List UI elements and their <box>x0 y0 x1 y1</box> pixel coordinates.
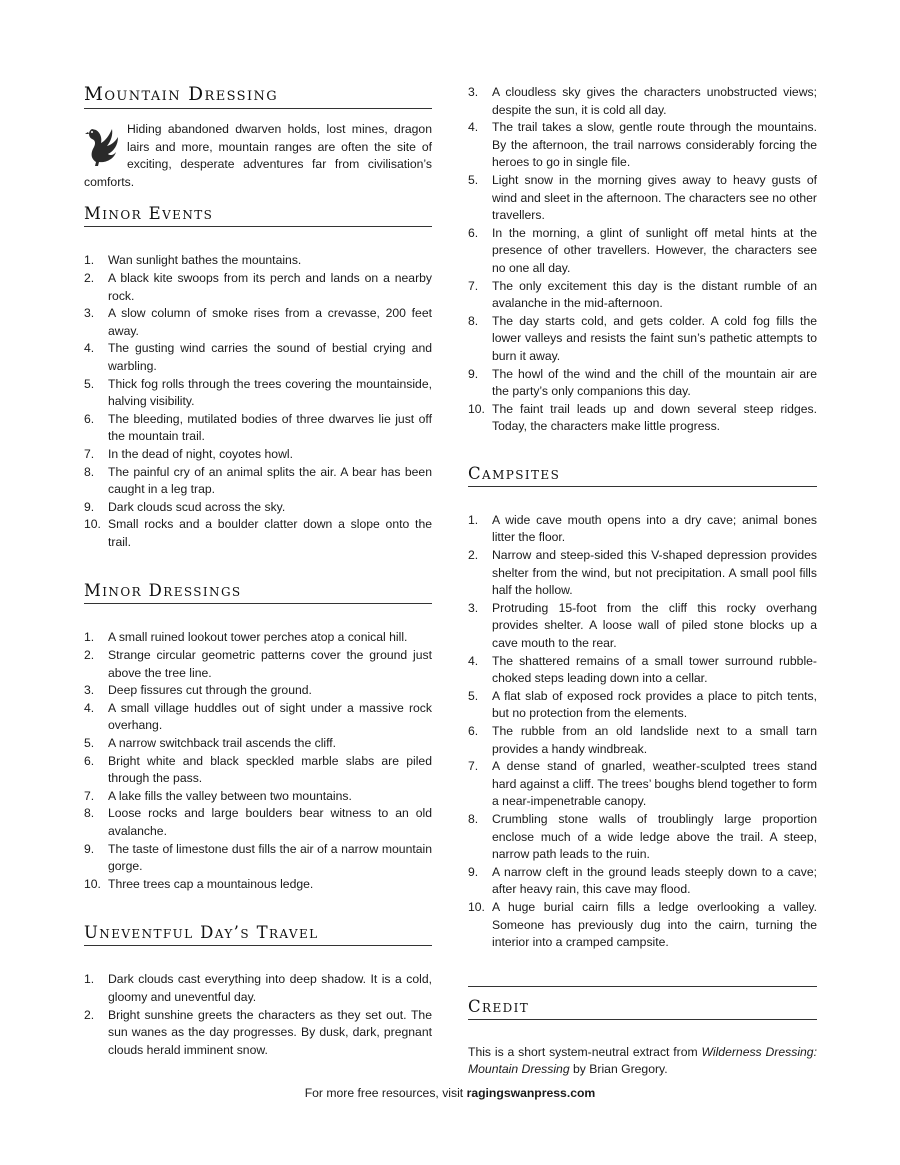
list-item-number: 2. <box>84 648 95 663</box>
left-column <box>84 84 432 1059</box>
list-item <box>468 278 817 313</box>
list-item <box>468 723 817 758</box>
list-item-number: 9. <box>84 499 95 514</box>
list-item-number: 7. <box>84 788 95 803</box>
uneventful-travel-list <box>84 971 432 1059</box>
list-item-text: A narrow switchback trail ascends the cliff. <box>108 736 337 751</box>
right-column <box>468 84 817 1079</box>
footer-link[interactable]: ragingswanpress.com <box>466 1086 596 1100</box>
list-item-number: 9. <box>468 864 479 879</box>
list-item-number: 9. <box>84 841 95 856</box>
list-item <box>84 516 432 551</box>
list-item <box>468 119 817 172</box>
list-item-text: The day starts cold, and gets colder. A cold fog fills the lower valleys and resists the faint sun’s pathetic attempts to burn it away. <box>492 313 817 363</box>
list-item-text: Narrow and steep-sided this V-shaped depression provides shelter from the wind, but not precipitation. A small pool fills half the hollow. <box>492 548 817 598</box>
section-title-mountain-dressing: Mountain Dressing <box>84 84 432 109</box>
list-item-number: 6. <box>468 724 479 738</box>
list-item-text: The rubble from an old landslide next to a small tarn provides a handy windbreak. <box>492 724 817 756</box>
credit-text: This is a short system-neutral extract from Wilderness Dressing: Mountain Dressing by Brian Gregory. <box>468 1044 817 1077</box>
list-item-number: 1. <box>84 972 95 987</box>
list-item <box>468 899 817 952</box>
minor-dressings-list <box>84 629 432 893</box>
list-item-number: 10. <box>84 517 101 532</box>
list-item-text: In the dead of night, coyotes howl. <box>108 446 293 461</box>
list-item <box>468 688 817 723</box>
list-item-number: 9. <box>468 366 479 381</box>
list-item-number: 1. <box>84 253 95 268</box>
list-item <box>84 464 432 499</box>
list-item-text: The shattered remains of a small tower surround rubble-choked steps leading down into a cellar. <box>492 653 817 686</box>
list-item-number: 6. <box>468 225 479 240</box>
list-item-number: 5. <box>84 376 95 391</box>
list-item-text: Light snow in the morning gives away to heavy gusts of wind and sleet in the afternoon. The characters see no other travellers. <box>492 172 817 223</box>
list-item <box>468 811 817 864</box>
list-item <box>468 366 817 401</box>
list-item-number: 4. <box>468 653 479 668</box>
list-item-text: The taste of limestone dust fills the air of a narrow mountain gorge. <box>108 841 432 874</box>
list-item <box>84 270 432 305</box>
list-item-text: A lake fills the valley between two mountains. <box>108 788 352 803</box>
list-item-number: 3. <box>468 85 479 99</box>
footer: For more free resources, visit ragingswanpress.com <box>304 1086 596 1100</box>
list-item-text: A slow column of smoke rises from a crevasse, 200 feet away. <box>108 306 432 338</box>
list-item <box>84 411 432 446</box>
list-item-text: A black kite swoops from its perch and lands on a nearby rock. <box>108 270 432 303</box>
list-item <box>84 876 432 894</box>
list-item-text: A cloudless sky gives the characters unobstructed views; despite the sun, it is cold all day. <box>492 85 817 117</box>
list-item <box>468 401 817 436</box>
credit-divider <box>468 986 817 987</box>
swan-icon <box>84 125 122 167</box>
list-item-text: Three trees cap a mountainous ledge. <box>108 876 314 891</box>
list-item <box>84 340 432 375</box>
list-item <box>468 313 817 366</box>
list-item-text: Loose rocks and large boulders bear witness to an old avalanche. <box>108 806 432 838</box>
list-item-text: Crumbling stone walls of troublingly large proportion enclose much of a wide ledge above the trail. A steep, narrow path leads to the ruin. <box>492 811 817 862</box>
section-title-minor-dressings: Minor Dressings <box>84 581 432 604</box>
list-item-text: A dense stand of gnarled, weather-sculpted trees stand hard against a cliff. The trees’ boughs blend together to form a near-impenetrable canopy. <box>492 759 817 809</box>
list-item-number: 8. <box>84 464 95 479</box>
list-item <box>468 758 817 811</box>
list-item-text: A small ruined lookout tower perches atop a conical hill. <box>108 630 408 645</box>
list-item <box>84 499 432 517</box>
list-item-number: 5. <box>468 172 479 187</box>
list-item-text: The faint trail leads up and down several steep ridges. Today, the characters make little progress. <box>492 401 817 434</box>
list-item-number: 7. <box>468 278 479 293</box>
list-item-text: Dark clouds scud across the sky. <box>108 499 286 514</box>
book-title: Wilderness Dressing: Mountain Dressing <box>468 1044 817 1077</box>
list-item-number: 2. <box>84 270 95 285</box>
list-item-number: 5. <box>84 736 95 751</box>
list-item-number: 1. <box>84 630 95 645</box>
list-item-text: A narrow cleft in the ground leads steeply down to a cave; after heavy rain, this cave may flood. <box>492 864 817 897</box>
list-item <box>84 647 432 682</box>
list-item-text: A huge burial cairn fills a ledge overlooking a valley. Someone has previously dug into the cairn, turning the interior into a cramped campsite. <box>492 899 817 950</box>
list-item-text: A wide cave mouth opens into a dry cave; animal bones litter the floor. <box>492 512 817 545</box>
list-item-text: The gusting wind carries the sound of bestial crying and warbling. <box>108 341 432 373</box>
list-item-number: 10. <box>468 401 485 416</box>
list-item-number: 6. <box>84 411 95 426</box>
section-title-campsites: Campsites <box>468 464 817 487</box>
list-item <box>468 172 817 225</box>
section-title-credit: Credit <box>468 997 817 1020</box>
list-item <box>84 1007 432 1060</box>
list-item <box>84 805 432 840</box>
section-title-uneventful-travel: Uneventful Day’s Travel <box>84 923 432 946</box>
list-item-number: 3. <box>468 600 479 615</box>
list-item-number: 10. <box>84 876 101 891</box>
list-item-number: 5. <box>468 688 479 703</box>
list-item-number: 2. <box>84 1007 95 1022</box>
list-item <box>84 446 432 464</box>
list-item <box>84 971 432 1006</box>
list-item-number: 8. <box>468 811 479 826</box>
list-item-text: In the morning, a glint of sunlight off metal hints at the presence of other travellers. However, the characters see no one all day. <box>492 225 817 275</box>
list-item <box>84 788 432 806</box>
list-item-number: 4. <box>84 700 95 715</box>
list-item <box>84 700 432 735</box>
list-item <box>84 252 432 270</box>
list-item-text: Bright white and black speckled marble slabs are piled through the pass. <box>108 753 432 786</box>
list-item <box>84 629 432 647</box>
list-item <box>84 376 432 411</box>
list-item-number: 7. <box>84 446 95 461</box>
list-item-text: A small village huddles out of sight under a massive rock overhang. <box>108 700 432 733</box>
list-item <box>468 512 817 547</box>
list-item <box>468 653 817 688</box>
list-item-number: 4. <box>468 120 479 135</box>
list-item-number: 8. <box>468 313 479 328</box>
list-item-text: The bleeding, mutilated bodies of three dwarves lie just off the mountain trail. <box>108 411 432 444</box>
list-item <box>84 305 432 340</box>
list-item <box>84 682 432 700</box>
list-item <box>84 735 432 753</box>
list-item <box>468 547 817 600</box>
uneventful-travel-list-continued <box>468 84 817 436</box>
list-item-text: The trail takes a slow, gentle route through the mountains. By the afternoon, the trail narrows considerably forcing the heroes to go in single file. <box>492 120 817 170</box>
list-item <box>468 225 817 278</box>
section-title-minor-events: Minor Events <box>84 204 432 227</box>
list-item-number: 10. <box>468 899 485 914</box>
list-item-number: 1. <box>468 512 479 527</box>
list-item-text: Thick fog rolls through the trees covering the mountainside, halving visibility. <box>108 376 432 409</box>
list-item-number: 4. <box>84 341 95 356</box>
list-item-number: 3. <box>84 306 95 321</box>
list-item-text: The painful cry of an animal splits the air. A bear has been caught in a leg trap. <box>108 464 432 497</box>
list-item-number: 2. <box>468 548 479 563</box>
list-item-number: 7. <box>468 759 479 774</box>
list-item-text: A flat slab of exposed rock provides a place to pitch tents, but no protection from the elements. <box>492 688 817 721</box>
list-item <box>468 864 817 899</box>
list-item-text: Small rocks and a boulder clatter down a slope onto the trail. <box>108 517 432 549</box>
campsites-list <box>468 512 817 952</box>
list-item-text: Bright sunshine greets the characters as they set out. The sun wanes as the day progresses. By dusk, dark, pregnant clouds herald imminent snow. <box>108 1007 432 1057</box>
list-item <box>84 753 432 788</box>
list-item-text: Dark clouds cast everything into deep shadow. It is a cold, gloomy and uneventful day. <box>108 972 432 1004</box>
list-item <box>468 84 817 119</box>
list-item <box>468 600 817 653</box>
list-item-text: Protruding 15-foot from the cliff this rocky overhang provides shelter. A loose wall of piled stone blocks up a cave mouth to the rear. <box>492 600 817 651</box>
list-item <box>84 841 432 876</box>
list-item-text: The only excitement this day is the distant rumble of an avalanche in the mid-afternoon. <box>492 278 817 311</box>
list-item-text: Strange circular geometric patterns cover the ground just above the tree line. <box>108 648 432 680</box>
list-item-text: Wan sunlight bathes the mountains. <box>108 253 302 268</box>
list-item-number: 3. <box>84 683 95 698</box>
intro-paragraph: Hiding abandoned dwarven holds, lost mines, dragon lairs and more, mountain ranges are often the site of exciting, desperate adventures far from civilisation’s comforts. <box>84 122 432 189</box>
list-item-number: 8. <box>84 806 95 821</box>
list-item-text: The howl of the wind and the chill of the mountain air are the party’s only companions this day. <box>492 366 817 399</box>
list-item-number: 6. <box>84 753 95 768</box>
list-item-text: Deep fissures cut through the ground. <box>108 683 312 698</box>
minor-events-list <box>84 252 432 551</box>
